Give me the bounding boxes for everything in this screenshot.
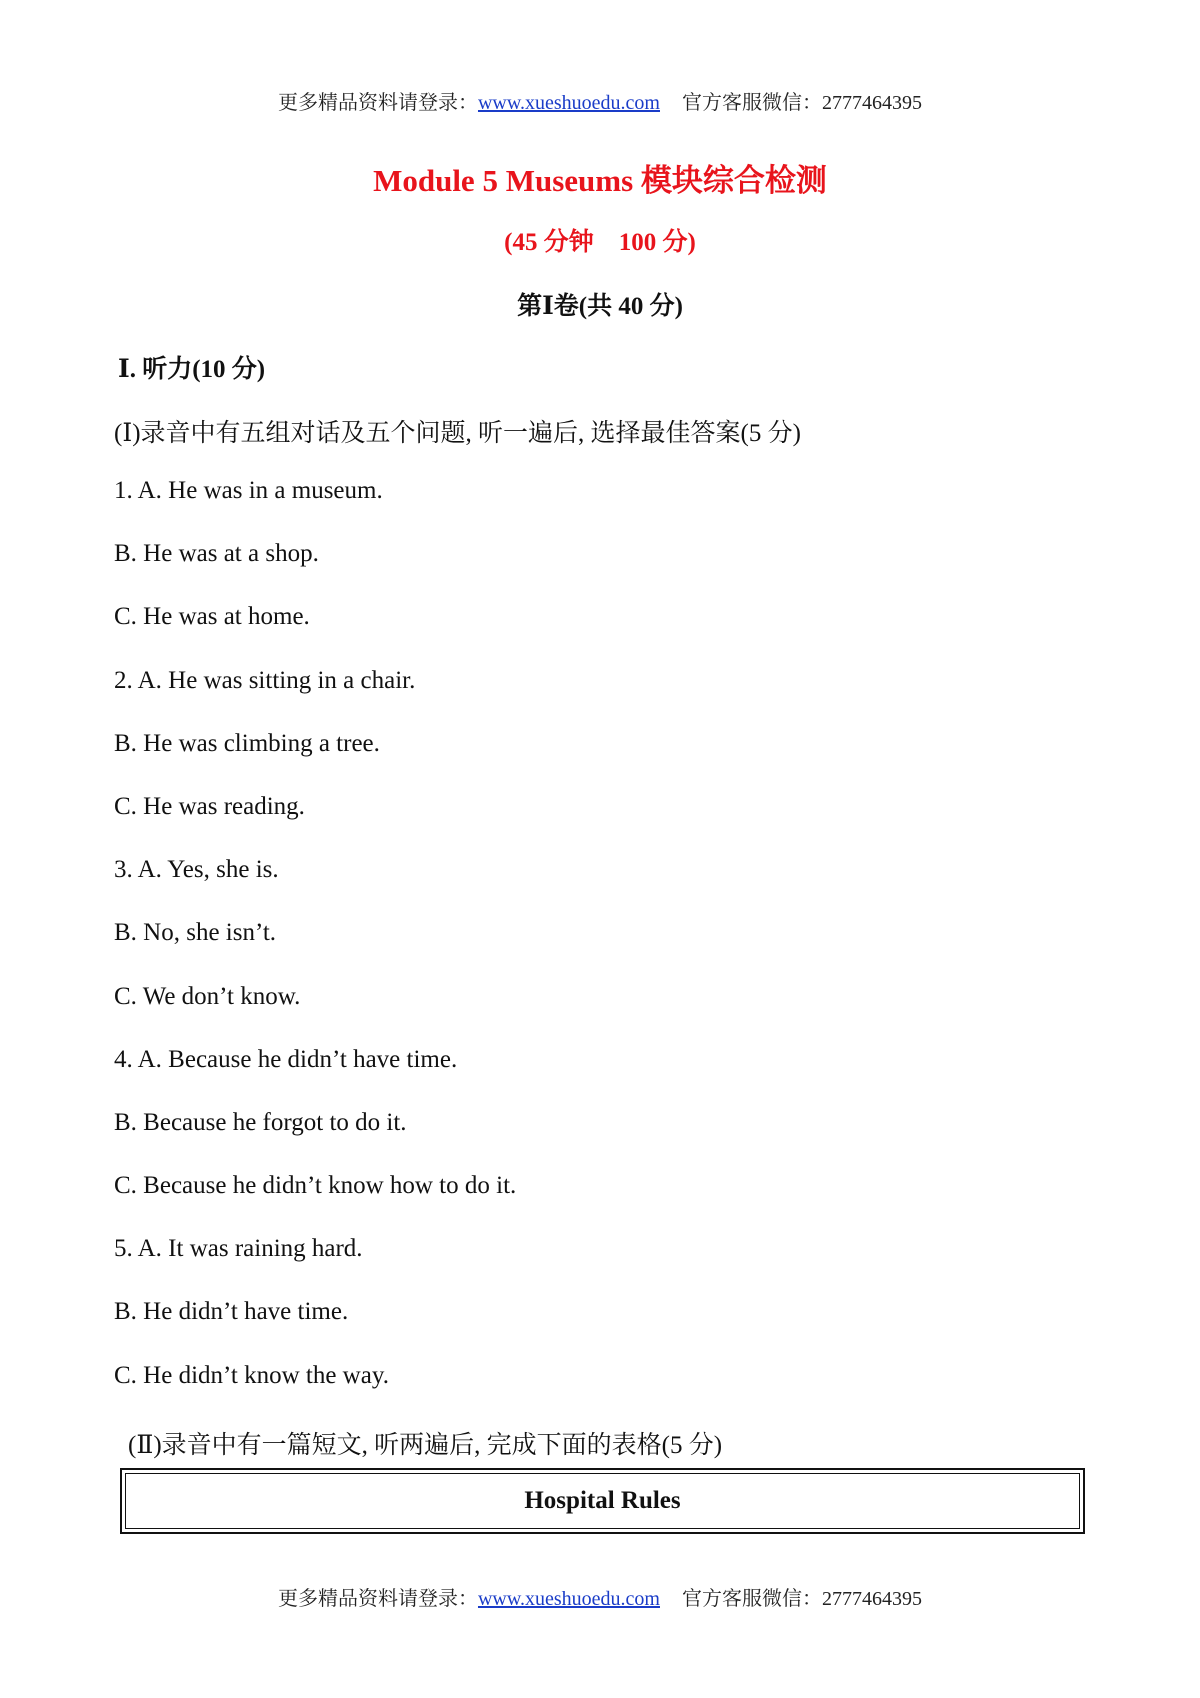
answer-option: 3. A. Yes, she is.: [114, 856, 279, 884]
answer-option: B. He didn’t have time.: [114, 1298, 349, 1326]
page-footer: [0, 1582, 1200, 1611]
table-title: Hospital Rules: [524, 1487, 681, 1514]
answer-option: 4. A. Because he didn’t have time.: [114, 1045, 458, 1073]
header-service-contact: 官方客服微信：2777464395: [682, 92, 922, 114]
answer-option: C. We don’t know.: [114, 982, 301, 1010]
answer-option: B. Because he forgot to do it.: [114, 1108, 407, 1136]
document-subtitle: (45 分钟 100 分): [504, 229, 696, 256]
answer-option: C. He was at home.: [114, 603, 310, 631]
answer-option: C. He didn’t know the way.: [114, 1361, 389, 1389]
footer-site-link[interactable]: www.xueshuoedu.com: [477, 1588, 660, 1610]
part1-instruction: (Ⅰ)录音中有五组对话及五个问题, 听一遍后, 选择最佳答案(5 分): [114, 420, 801, 447]
answer-option: B. No, she isn’t.: [114, 919, 277, 947]
footer-prefix: 更多精品资料请登录：: [277, 1588, 478, 1610]
volume-heading: 第Ⅰ卷(共 40 分): [517, 293, 683, 320]
answer-option: C. Because he didn’t know how to do it.: [114, 1172, 517, 1200]
part2-instruction: (Ⅱ)录音中有一篇短文, 听两遍后, 完成下面的表格(5 分): [128, 1432, 723, 1459]
page-header: [0, 86, 1200, 115]
answer-option: 1. A. He was in a museum.: [114, 477, 383, 504]
footer-service-contact: 官方客服微信：2777464395: [682, 1588, 922, 1610]
answer-option: B. He was climbing a tree.: [114, 729, 380, 757]
answer-option: 2. A. He was sitting in a chair.: [114, 666, 416, 694]
header-site-link[interactable]: www.xueshuoedu.com: [477, 92, 660, 114]
answer-option: 5. A. It was raining hard.: [114, 1235, 363, 1263]
section-heading-listening: Ⅰ. 听力(10 分): [118, 356, 266, 383]
hospital-rules-table: [120, 1468, 1085, 1534]
answer-option: C. He was reading.: [114, 792, 305, 820]
answer-option: B. He was at a shop.: [114, 540, 319, 568]
answer-options-list: [114, 477, 516, 1425]
document-title: Module 5 Museums 模块综合检测: [373, 163, 827, 198]
header-prefix: 更多精品资料请登录：: [277, 92, 478, 114]
